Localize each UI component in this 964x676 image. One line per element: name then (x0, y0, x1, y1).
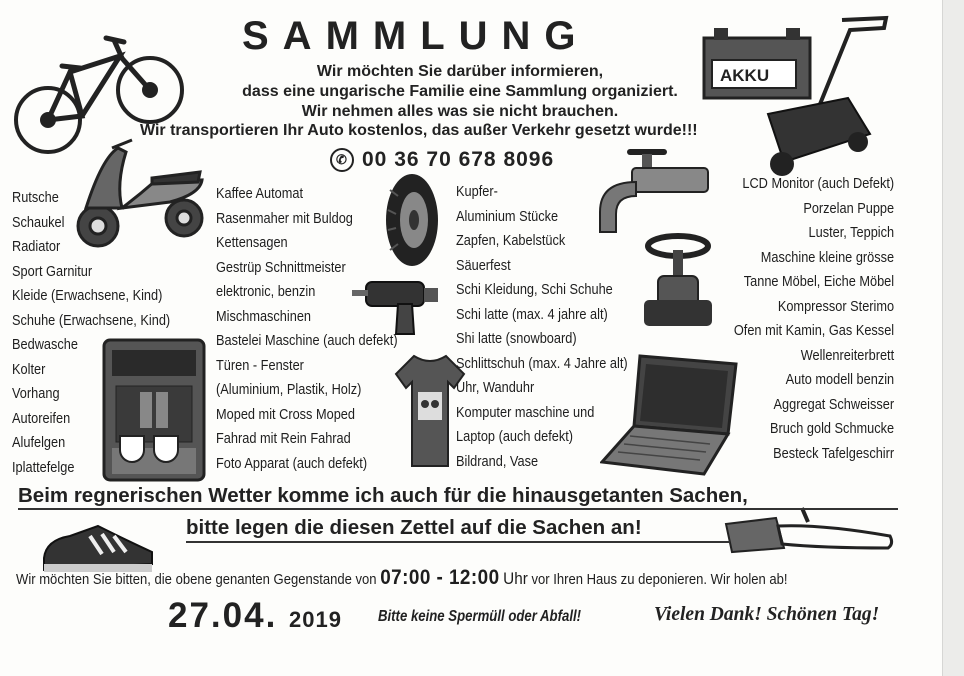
items-column-4 (734, 172, 894, 466)
list-item: Bedwasche (12, 337, 78, 353)
underline-1 (18, 508, 898, 510)
list-item: Shi latte (snowboard) (456, 331, 577, 347)
list-item: Kleide (Erwachsene, Kind) (12, 288, 163, 304)
list-item: Besteck Tafelgeschirr (772, 445, 894, 462)
list-item: Iplattefelge (12, 459, 75, 476)
list-item: Sport Garnitur (12, 263, 93, 280)
list-item: (Aluminium, Plastik, Holz) (216, 382, 362, 398)
request-text-before: Wir möchten Sie bitten, die obene genanten Gegenstande von (16, 572, 377, 588)
flyer-title: SAMMLUNG (242, 14, 590, 58)
intro-line-1: Wir möchten Sie darüber informieren, (316, 63, 604, 80)
list-item: Kettensagen (216, 235, 288, 251)
list-item: Uhr, Wanduhr (456, 380, 535, 396)
list-item: Säuerfest (456, 257, 511, 274)
request-text-after: vor Ihren Haus zu deponieren. Wir holen ab! (531, 572, 788, 588)
list-item: elektronic, benzin (216, 284, 316, 300)
list-item: Schlittschuh (max. 4 Jahre alt) (456, 355, 628, 372)
list-item: Maschine kleine grösse (760, 249, 894, 266)
collection-date (168, 596, 342, 636)
scan-edge (942, 0, 964, 676)
list-item: Kaffee Automat (216, 186, 304, 202)
date-day-month: 27.04. (168, 596, 278, 635)
intro-line-2: dass eine ungarische Familie eine Sammlung organiziert. (242, 83, 678, 100)
list-item: Foto Apparat (auch defekt) (216, 455, 368, 472)
list-item: Tanne Möbel, Eiche Möbel (743, 274, 894, 290)
list-item: Aluminium Stücke (456, 208, 559, 225)
lawnmower-icon (758, 14, 892, 178)
items-column-1 (12, 186, 170, 480)
pickup-time-range: 07:00 - 12:00 (380, 566, 500, 589)
list-item: Aggregat Schweisser (773, 396, 894, 413)
list-item: LCD Monitor (auch Defekt) (742, 176, 894, 192)
rain-notice-line-2: bitte legen die diesen Zettel auf die Sachen an! (186, 516, 642, 539)
list-item: Komputer maschine und (456, 404, 595, 421)
list-item: Ofen mit Kamin, Gas Kessel (733, 323, 894, 339)
rain-notice-line-1: Beim regnerischen Wetter komme ich auch für die hinausgetanten Sachen, (18, 484, 748, 507)
no-garbage-notice: Bitte keine Spermüll oder Abfall! (378, 608, 582, 625)
list-item: Schaukel (12, 214, 65, 231)
battery-label: AKKU (720, 66, 770, 85)
tshirt-icon (392, 352, 466, 470)
time-unit: Uhr (503, 569, 528, 588)
list-item: Wellenreiterbrett (800, 347, 894, 364)
underline-2 (186, 541, 730, 543)
list-item: Fahrad mit Rein Fahrad (216, 431, 351, 447)
items-column-3 (456, 180, 628, 474)
list-item: Gestrüp Schnittmeister (216, 259, 346, 276)
list-item: Laptop (auch defekt) (456, 429, 574, 445)
phone-number-text: 00 36 70 678 8096 (362, 148, 555, 171)
list-item: Porzelan Puppe (803, 200, 894, 217)
list-item: Bastelei Maschine (auch defekt) (216, 333, 398, 349)
list-item: Alufelgen (12, 435, 66, 451)
transport-line: Wir transportieren Ihr Auto kostenlos, das außer Verkehr gesetzt wurde!!! (140, 122, 698, 139)
valve-icon (640, 232, 716, 338)
phone-number (330, 148, 554, 172)
list-item: Rasenmaher mit Buldog (216, 210, 353, 227)
list-item: Schuhe (Erwachsene, Kind) (12, 312, 171, 329)
items-column-2 (216, 182, 398, 476)
phone-icon: ✆ (330, 148, 354, 172)
list-item: Kompressor Sterimo (777, 298, 894, 315)
intro-text (190, 62, 730, 122)
list-item: Zapfen, Kabelstück (456, 233, 566, 249)
list-item: Radiator (12, 239, 61, 255)
list-item: Luster, Teppich (808, 225, 894, 241)
intro-line-3: Wir nehmen alles was sie nicht brauchen. (301, 103, 619, 120)
list-item: Moped mit Cross Moped (216, 406, 355, 423)
list-item: Kupfer- (456, 184, 498, 200)
list-item: Schi latte (max. 4 jahre alt) (456, 306, 608, 323)
list-item: Bildrand, Vase (456, 453, 539, 470)
list-item: Vorhang (12, 386, 60, 402)
pickup-request (16, 566, 788, 590)
list-item: Autoreifen (12, 410, 71, 427)
list-item: Bruch gold Schmucke (769, 421, 894, 437)
date-year: 2019 (289, 607, 342, 632)
list-item: Türen - Fenster (216, 357, 304, 374)
list-item: Mischmaschinen (216, 308, 312, 325)
list-item: Kolter (12, 361, 46, 378)
list-item: Auto modell benzin (785, 372, 894, 388)
list-item: Schi Kleidung, Schi Schuhe (456, 282, 613, 298)
list-item: Rutsche (12, 190, 59, 206)
thanks-text: Vielen Dank! Schönen Tag! (654, 604, 880, 625)
chainsaw-icon (712, 504, 898, 564)
